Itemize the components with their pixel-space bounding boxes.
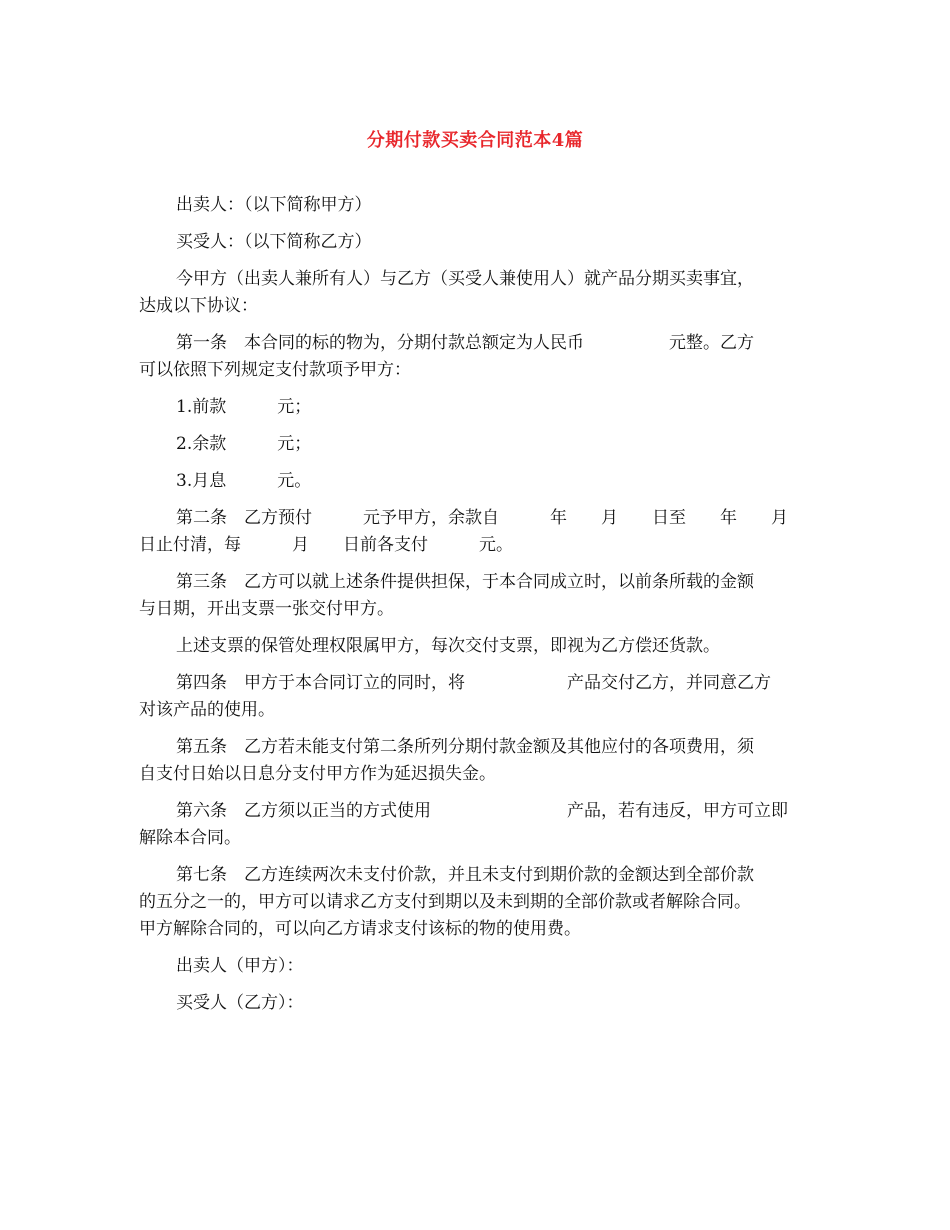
paragraph [139,229,811,256]
paragraph-line: 第二条 乙方预付 元予甲方，余款自 年 月 日至 年 月 [176,508,788,528]
paragraph-line: 的五分之一的，甲方可以请求乙方支付到期以及未到期的全部价款或者解除合同。 [139,892,751,912]
paragraph [139,633,811,660]
paragraph [139,330,811,384]
paragraph-line: 第四条 甲方于本合同订立的同时，将 产品交付乙方，并同意乙方 [176,673,771,693]
paragraph [139,505,811,559]
document-title: 分期付款买卖合同范本4篇 [366,130,584,151]
paragraph [139,266,811,320]
paragraph-line: 2.余款 元； [176,434,312,454]
paragraph-line: 第三条 乙方可以就上述条件提供担保，于本合同成立时，以前条所载的金额 [176,572,754,592]
paragraph-line: 1.前款 元； [176,397,312,417]
paragraph-line: 第六条 乙方须以正当的方式使用 产品，若有违反，甲方可立即 [176,801,788,821]
paragraph-line: 出卖人（甲方）： [176,956,304,976]
paragraph [139,990,811,1017]
document-body [139,192,811,1027]
paragraph [139,953,811,980]
paragraph [139,862,811,943]
paragraph-line: 第一条 本合同的标的物为，分期付款总额定为人民币 元整。乙方 [176,333,754,353]
paragraph [139,431,811,458]
paragraph-line: 第五条 乙方若未能支付第二条所列分期付款金额及其他应付的各项费用，须 [176,737,754,757]
paragraph [139,798,811,852]
paragraph-line: 可以依照下列规定支付款项予甲方： [139,360,411,380]
paragraph-line: 买受人：（以下简称乙方） [176,232,372,252]
paragraph-line: 上述支票的保管处理权限属甲方，每次交付支票，即视为乙方偿还货款。 [176,636,720,656]
paragraph-line: 甲方解除合同的，可以向乙方请求支付该标的物的使用费。 [139,919,581,939]
paragraph-line: 第七条 乙方连续两次未支付价款，并且未支付到期价款的金额达到全部价款 [176,865,754,885]
paragraph [139,670,811,724]
paragraph-line: 日止付清，每 月 日前各支付 元。 [139,535,513,555]
paragraph-line: 自支付日始以日息分支付甲方作为延迟损失金。 [139,764,496,784]
paragraph-line: 今甲方（出卖人兼所有人）与乙方（买受人兼使用人）就产品分期买卖事宜， [176,269,754,289]
paragraph [139,569,811,623]
paragraph-line: 对该产品的使用。 [139,700,275,720]
paragraph-line: 3.月息 元。 [176,471,312,491]
paragraph-line: 出卖人：（以下简称甲方） [176,195,372,215]
paragraph-line: 解除本合同。 [139,828,241,848]
paragraph-line: 与日期，开出支票一张交付甲方。 [139,599,394,619]
paragraph [139,192,811,219]
paragraph [139,734,811,788]
paragraph-line: 买受人（乙方）： [176,993,304,1013]
paragraph [139,394,811,421]
paragraph-line: 达成以下协议： [139,296,258,316]
paragraph [139,468,811,495]
